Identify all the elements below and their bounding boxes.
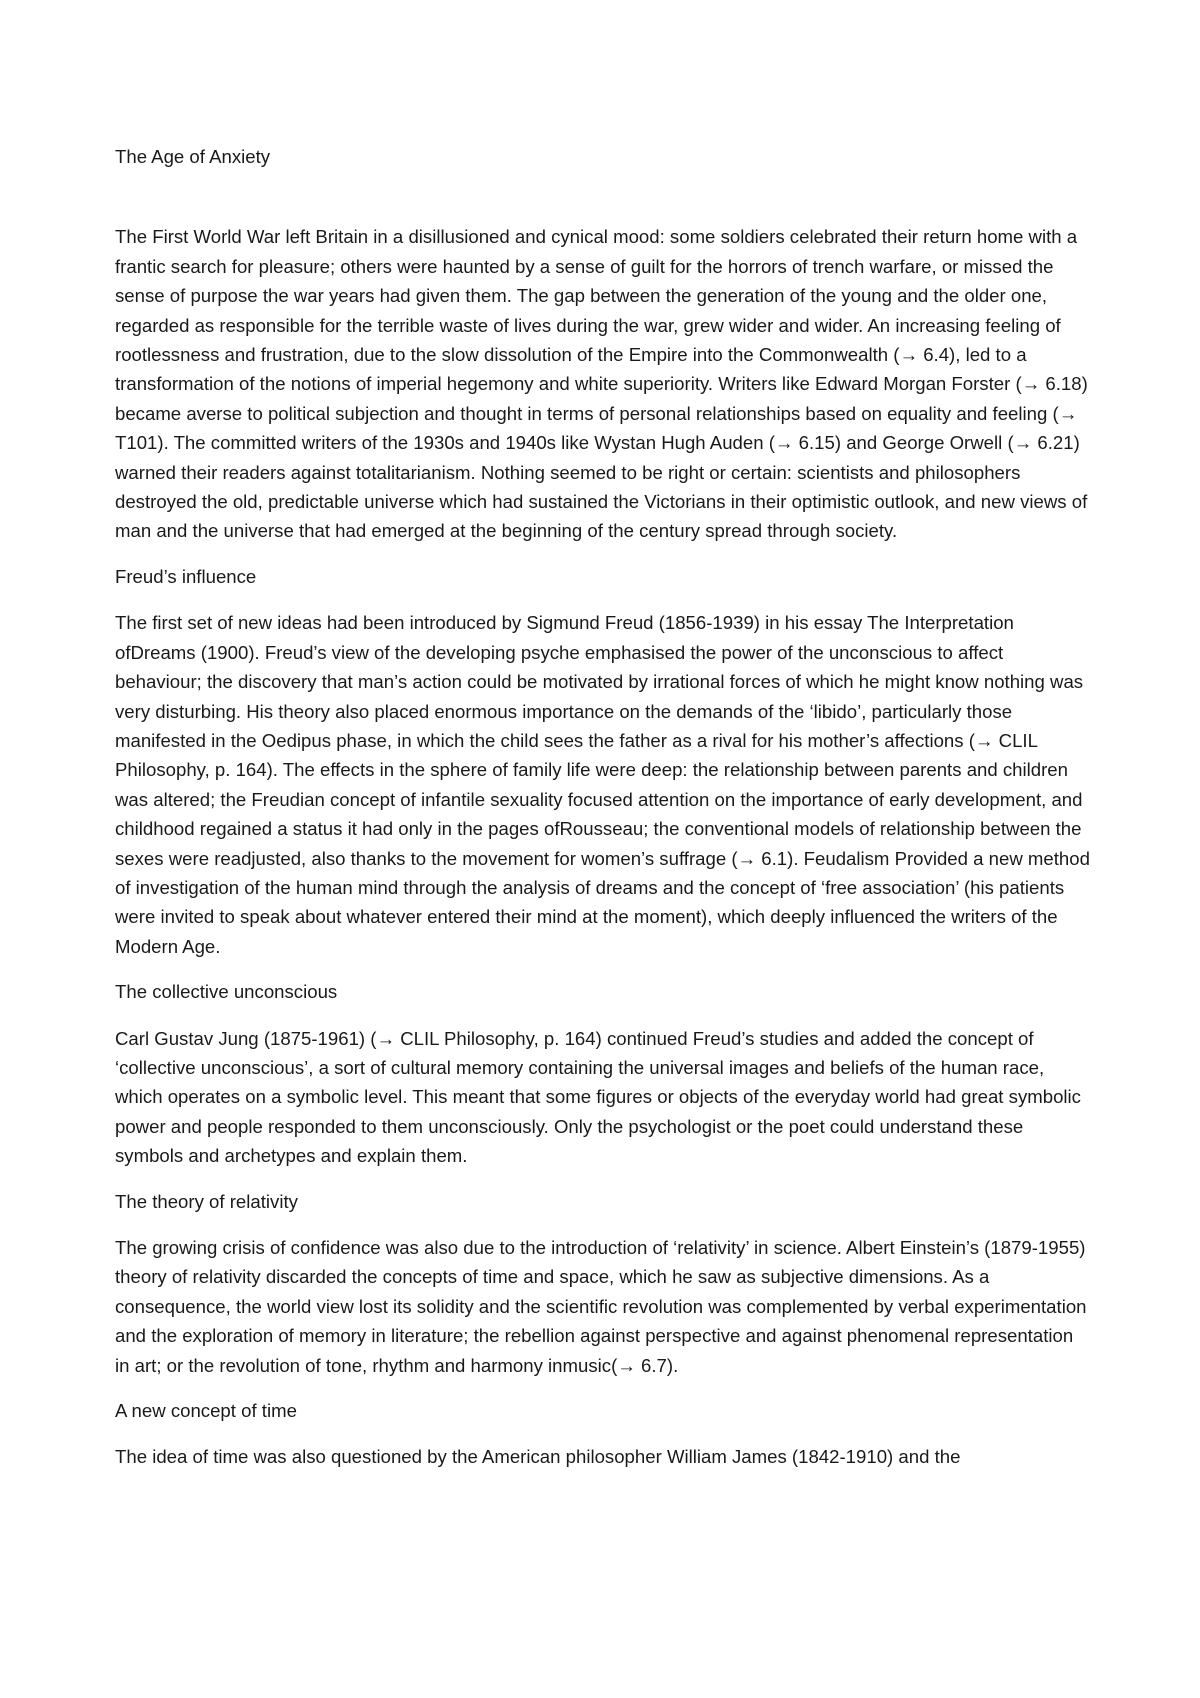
section-heading-freud: Freud’s influence xyxy=(115,565,257,587)
section-body-relativity: The growing crisis of confidence was also due to the introduction of ‘relativity’ in science. Albert Einstein’s (1879-1955) theory of relativity discarded the concepts of time and space, which he saw as subjective dimensions. As a consequence, the world view lost its solidity and the scientific revolution was complemented by verbal experimentation and the exploration of memory in literature; the rebellion against perspective and against phenomenal representation in art; or the revolution of tone, rhythm and harmony inmusic(→ 6.7). xyxy=(115,1237,1087,1376)
document-title: The Age of Anxiety xyxy=(115,146,271,167)
section-body-freud: The first set of new ideas had been introduced by Sigmund Freud (1856-1939) in his essay The Interpretation ofDreams (1900). Freud’s view of the developing psyche emphasised the power of the unconscious to affect behaviour; the discovery that man’s action could be motivated by irrational forces of which he might know nothing was very disturbing. His theory also placed enormous importance on the demands of the ‘libido’, particularly those manifested in the Oedipus phase, in which the child sees the father as a rival for his mother’s affections (→ CLIL Philosophy, p. 164). The effects in the sphere of family life were deep: the relationship between parents and children was altered; the Freudian concept of infantile sexuality focused attention on the importance of early development, and childhood regained a status it had only in the pages ofRousseau; the conventional models of relationship between the sexes were readjusted, also thanks to the movement for women’s suffrage (→ 6.1). Feudalism Provided a new method of investigation of the human mind through the analysis of dreams and the concept of ‘free association’ (his patients were invited to speak about whatever entered their mind at the moment), which deeply influenced the writers of the Modern Age. xyxy=(115,612,1090,957)
section-body-collective-unconscious: Carl Gustav Jung (1875-1961) (→ CLIL Philosophy, p. 164) continued Freud’s studies and added the concept of ‘collective unconscious’, a sort of cultural memory containing the universal images and beliefs of the human race, which operates on a symbolic level. This meant that some figures or objects of the everyday world had great symbolic power and people responded to them unconsciously. Only the psychologist or the poet could understand these symbols and archetypes and explain them. xyxy=(115,1027,1081,1167)
section-heading-time: A new concept of time xyxy=(115,1400,297,1422)
section-body-time: The idea of time was also questioned by the American philosopher William James (1842-1910) and the xyxy=(115,1446,961,1468)
intro-paragraph: The First World War left Britain in a disillusioned and cynical mood: some soldiers celebrated their return home with a frantic search for pleasure; others were haunted by a sense of guilt for the horrors of trench warfare, or missed the sense of purpose the war years had given them. The gap between the generation of the young and the older one, regarded as responsible for the terrible waste of lives during the war, grew wider and wider. An increasing feeling of rootlessness and frustration, due to the slow dissolution of the Empire into the Commonwealth (→ 6.4), led to a transformation of the notions of imperial hegemony and white superiority. Writers like Edward Morgan Forster (→ 6.18) became averse to political subjection and thought in terms of personal relationships based on equality and feeling (→ T101). The committed writers of the 1930s and 1940s like Wystan Hugh Auden (→ 6.15) and George Orwell (→ 6.21) warned their readers against totalitarianism. Nothing seemed to be right or certain: scientists and philosophers destroyed the old, predictable universe which had sustained the Victorians in their optimistic outlook, and new views of man and the universe that had emerged at the beginning of the century spread through society. xyxy=(115,226,1088,542)
section-heading-collective-unconscious: The collective unconscious xyxy=(115,981,338,1003)
section-heading-relativity: The theory of relativity xyxy=(115,1190,298,1212)
